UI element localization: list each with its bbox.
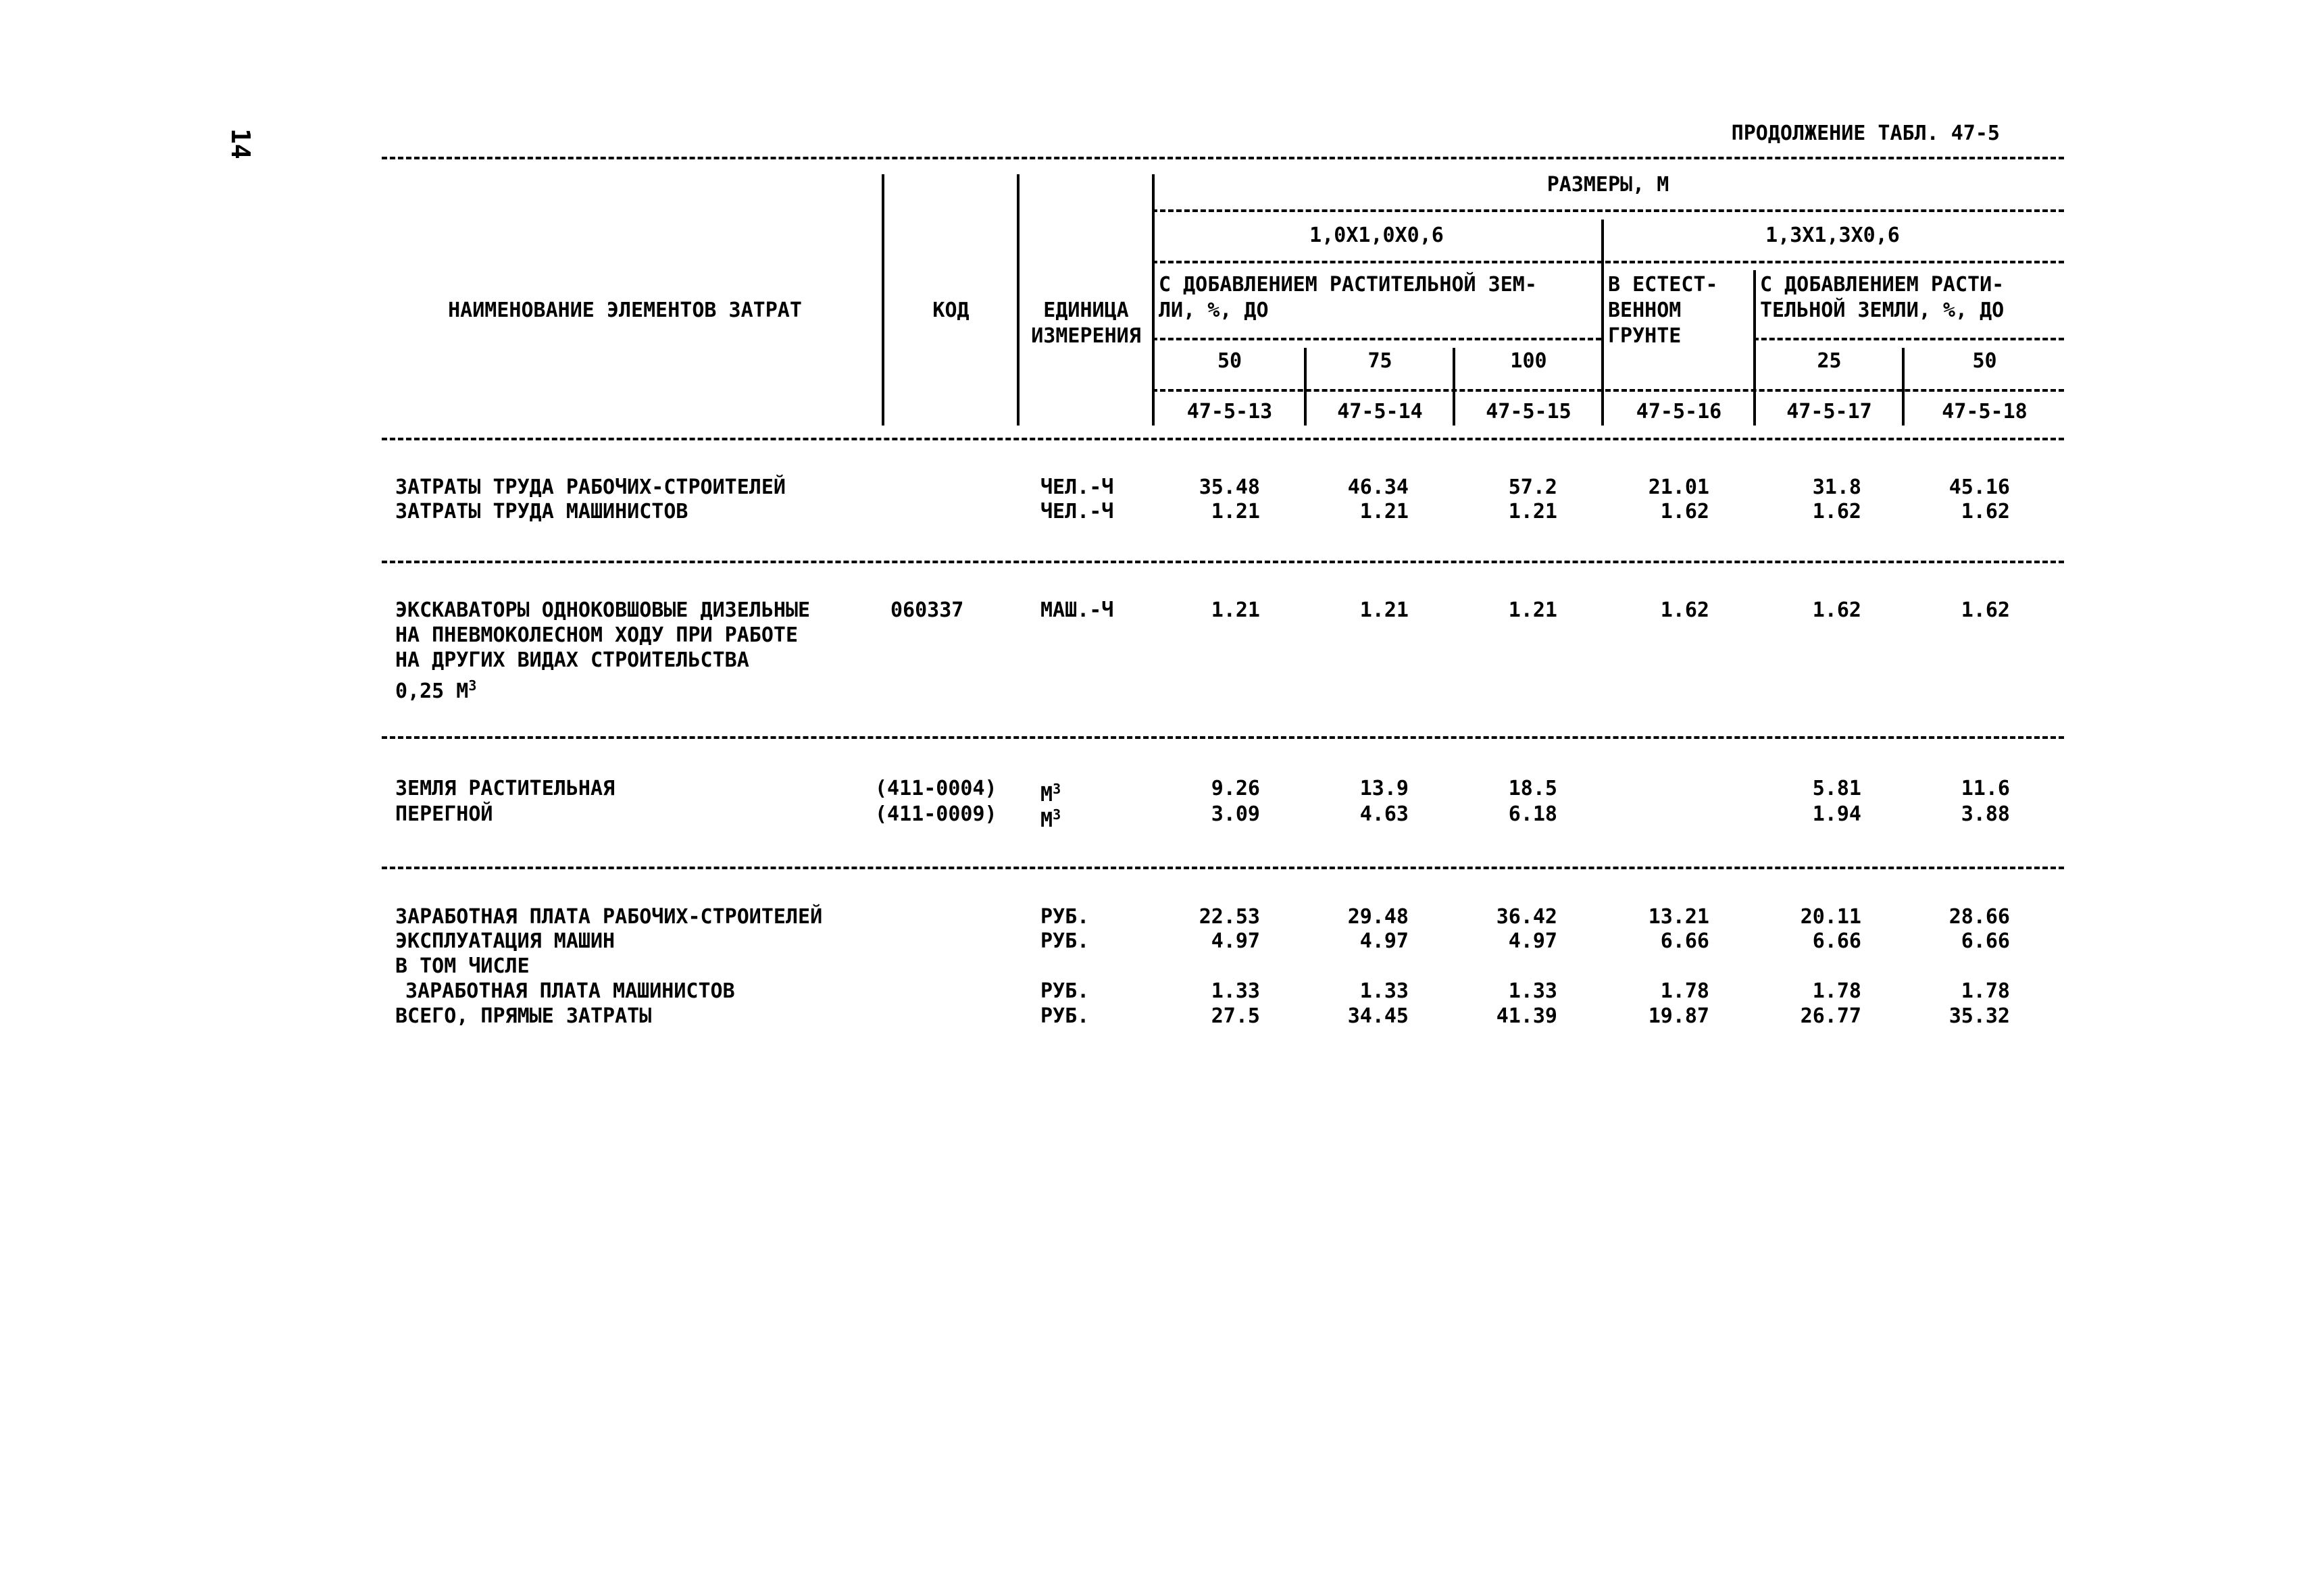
- row-code: 060337: [890, 598, 964, 622]
- row-name: ЭКСПЛУАТАЦИЯ МАШИН: [395, 929, 615, 953]
- row-value: 21.01: [1648, 475, 1709, 499]
- header-add-b-line2: ТЕЛЬНОЙ ЗЕМЛИ, %, ДО: [1760, 299, 2005, 322]
- row-value: 1.21: [1508, 598, 1557, 622]
- header-pct-a2: 75: [1367, 349, 1392, 373]
- row-value: 1.78: [1961, 979, 2010, 1003]
- header-add-a-line1: С ДОБАВЛЕНИЕМ РАСТИТЕЛЬНОЙ ЗЕМ-: [1159, 273, 1537, 297]
- row-name: ПЕРЕГНОЙ: [395, 802, 493, 826]
- row-value: 1.62: [1961, 598, 2010, 622]
- header-size-b: 1,3Х1,3Х0,6: [1765, 224, 1900, 247]
- header-natural-line2: ВЕННОМ: [1608, 299, 1682, 322]
- row-value: 36.42: [1496, 905, 1557, 929]
- row-value: 57.2: [1508, 475, 1557, 499]
- header-rule-size-groups: [1152, 261, 2064, 263]
- header-rule-add-b: [1753, 338, 2064, 340]
- section-rule-2: [382, 736, 2064, 739]
- row-value: 1.21: [1359, 598, 1409, 622]
- row-name: ЗАРАБОТНАЯ ПЛАТА РАБОЧИХ-СТРОИТЕЛЕЙ: [395, 905, 823, 929]
- header-pct-b2: 50: [1972, 349, 1997, 373]
- row-unit: ЧЕЛ.-Ч: [1040, 475, 1114, 499]
- row-value: 6.66: [1961, 929, 2010, 953]
- row-code: (411-0004): [875, 777, 997, 800]
- row-value: 1.94: [1812, 802, 1861, 826]
- table-caption: ПРОДОЛЖЕНИЕ ТАБЛ. 47-5: [1731, 122, 2000, 145]
- header-divider-size-b: [1601, 220, 1604, 426]
- row-value: 1.78: [1812, 979, 1861, 1003]
- row-value: 26.77: [1800, 1004, 1861, 1028]
- header-size-a: 1,0Х1,0Х0,6: [1309, 224, 1444, 247]
- row-value: 46.34: [1347, 475, 1409, 499]
- header-sizes: РАЗМЕРЫ, М: [1546, 173, 1669, 197]
- row-unit: РУБ.: [1040, 979, 1090, 1003]
- row-value: 1.62: [1660, 500, 1709, 523]
- row-value: 6.66: [1812, 929, 1861, 953]
- row-value: 1.33: [1211, 979, 1260, 1003]
- row-name-continuation: НА ПНЕВМОКОЛЕСНОМ ХОДУ ПРИ РАБОТЕ: [395, 623, 799, 647]
- header-bottom-rule: [382, 438, 2064, 440]
- row-value: 1.21: [1359, 500, 1409, 523]
- row-unit: РУБ.: [1040, 1004, 1090, 1028]
- row-value: 6.18: [1508, 802, 1557, 826]
- header-rule-add-a: [1152, 338, 1601, 340]
- row-value: 6.66: [1660, 929, 1709, 953]
- row-subheading: В ТОМ ЧИСЛЕ: [395, 954, 530, 978]
- row-value: 3.09: [1211, 802, 1260, 826]
- row-value: 13.9: [1359, 777, 1409, 800]
- row-code: (411-0009): [875, 802, 997, 826]
- row-value: 18.5: [1508, 777, 1557, 800]
- header-divider-code: [882, 174, 884, 426]
- header-code: КОД: [932, 299, 970, 322]
- row-value: 1.78: [1660, 979, 1709, 1003]
- row-value: 13.21: [1648, 905, 1709, 929]
- page-number: 14: [226, 128, 255, 159]
- row-value: 4.63: [1359, 802, 1409, 826]
- row-value: 9.26: [1211, 777, 1260, 800]
- header-rule-sizes: [1152, 209, 2064, 212]
- row-name: ЗАТРАТЫ ТРУДА РАБОЧИХ-СТРОИТЕЛЕЙ: [395, 475, 786, 499]
- row-value: 4.97: [1359, 929, 1409, 953]
- row-value: 11.6: [1961, 777, 2010, 800]
- row-unit: $М^3$: [1040, 781, 1061, 806]
- row-value: 1.33: [1359, 979, 1409, 1003]
- row-name: ЗАРАБОТНАЯ ПЛАТА МАШИНИСТОВ: [405, 979, 735, 1003]
- header-rule-pct: [1152, 389, 2064, 392]
- row-value: 1.62: [1812, 598, 1861, 622]
- header-name: НАИМЕНОВАНИЕ ЭЛЕМЕНТОВ ЗАТРАТ: [448, 299, 802, 322]
- header-pct-a1: 50: [1217, 349, 1242, 373]
- row-value: 3.88: [1961, 802, 2010, 826]
- row-unit: РУБ.: [1040, 905, 1090, 929]
- row-name: ЗЕМЛЯ РАСТИТЕЛЬНАЯ: [395, 777, 615, 800]
- header-divider-add-b: [1753, 270, 1756, 426]
- row-unit: МАШ.-Ч: [1040, 598, 1114, 622]
- row-name: ЭКСКАВАТОРЫ ОДНОКОВШОВЫЕ ДИЗЕЛЬНЫЕ: [395, 598, 811, 622]
- row-value: 29.48: [1347, 905, 1409, 929]
- row-value: 1.62: [1812, 500, 1861, 523]
- row-value: 1.62: [1660, 598, 1709, 622]
- header-code-2: 47-5-14: [1337, 400, 1423, 423]
- row-unit: $М^3$: [1040, 806, 1061, 832]
- header-code-5: 47-5-17: [1786, 400, 1872, 423]
- row-value: 1.21: [1211, 500, 1260, 523]
- header-add-b-line1: С ДОБАВЛЕНИЕМ РАСТИ-: [1760, 273, 2005, 297]
- header-pct-b1: 25: [1817, 349, 1842, 373]
- row-value: 45.16: [1948, 475, 2010, 499]
- row-value: 20.11: [1800, 905, 1861, 929]
- row-value: 27.5: [1211, 1004, 1260, 1028]
- header-natural-line3: ГРУНТЕ: [1608, 324, 1682, 348]
- header-pct-a3: 100: [1510, 349, 1547, 373]
- header-code-4: 47-5-16: [1636, 400, 1722, 423]
- row-unit: ЧЕЛ.-Ч: [1040, 500, 1114, 523]
- row-value: 4.97: [1508, 929, 1557, 953]
- header-unit-2: ИЗМЕРЕНИЯ: [1031, 324, 1141, 348]
- row-unit: РУБ.: [1040, 929, 1090, 953]
- section-rule-3: [382, 867, 2064, 869]
- row-value: 4.97: [1211, 929, 1260, 953]
- header-divider-pct-1: [1304, 348, 1307, 426]
- row-value: 35.32: [1948, 1004, 2010, 1028]
- table-top-rule: [382, 157, 2064, 159]
- header-code-3: 47-5-15: [1486, 400, 1571, 423]
- row-value: 19.87: [1648, 1004, 1709, 1028]
- row-name-continuation: НА ДРУГИХ ВИДАХ СТРОИТЕЛЬСТВА: [395, 648, 749, 672]
- row-value: 41.39: [1496, 1004, 1557, 1028]
- row-value: 1.21: [1211, 598, 1260, 622]
- header-divider-pct-3: [1902, 348, 1905, 426]
- header-add-a-line2: ЛИ, %, ДО: [1159, 299, 1269, 322]
- row-value: 31.8: [1812, 475, 1861, 499]
- header-code-1: 47-5-13: [1186, 400, 1273, 423]
- row-value: 22.53: [1199, 905, 1260, 929]
- header-divider-values: [1152, 174, 1155, 426]
- header-unit-1: ЕДИНИЦА: [1043, 299, 1129, 322]
- row-value: 5.81: [1812, 777, 1861, 800]
- header-divider-unit: [1017, 174, 1020, 426]
- row-value: 1.21: [1508, 500, 1557, 523]
- row-value: 35.48: [1199, 475, 1260, 499]
- row-value: 28.66: [1948, 905, 2010, 929]
- header-divider-pct-2: [1453, 348, 1455, 426]
- row-name: ЗАТРАТЫ ТРУДА МАШИНИСТОВ: [395, 500, 688, 523]
- row-value: 34.45: [1347, 1004, 1409, 1028]
- row-name-continuation: 0,25 $М^3$: [395, 677, 477, 703]
- row-value: 1.33: [1508, 979, 1557, 1003]
- section-rule-1: [382, 561, 2064, 563]
- row-value: 1.62: [1961, 500, 2010, 523]
- header-natural-line1: В ЕСТЕСТ-: [1608, 273, 1718, 297]
- row-name: ВСЕГО, ПРЯМЫЕ ЗАТРАТЫ: [395, 1004, 652, 1028]
- header-code-6: 47-5-18: [1942, 400, 2028, 423]
